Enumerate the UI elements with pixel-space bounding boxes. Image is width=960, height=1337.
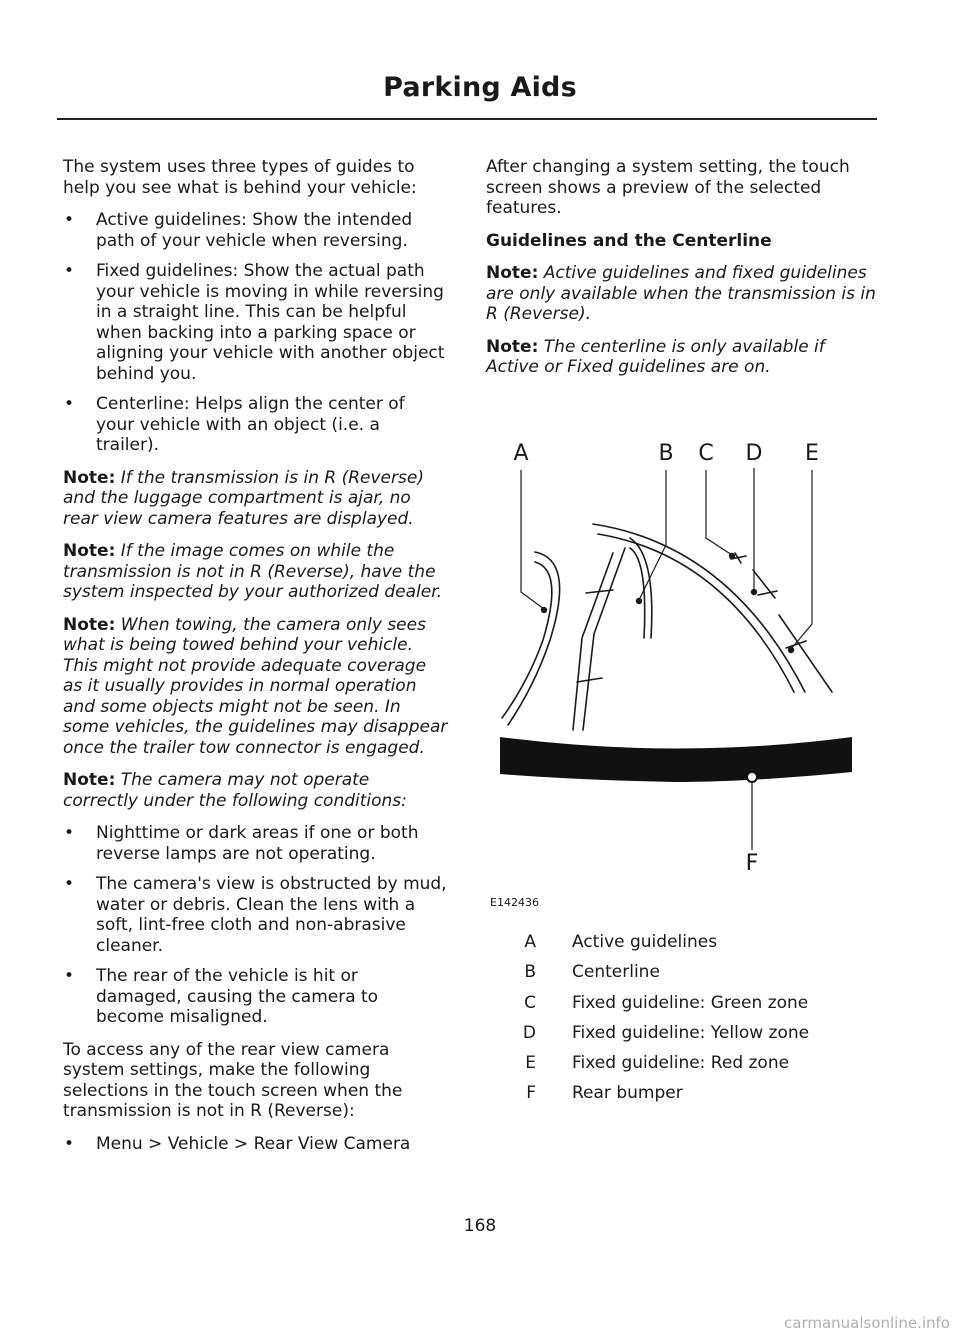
callout-dot: [729, 553, 735, 559]
note-label: Note:: [486, 336, 539, 357]
leader-e: [791, 470, 812, 649]
note-label: Note:: [63, 770, 116, 790]
note-text: If the image comes on while the transmission is not in R (Reverse), have the system inspected by your authorized dealer.: [63, 541, 443, 602]
access-paragraph: To access any of the rear view camera system settings, make the following selections in the touch screen when the transmission is not in R (Reverse):: [63, 1039, 403, 1121]
leader-c: [706, 470, 732, 555]
fixed-guideline-inner: [598, 534, 794, 692]
list-item: • Active guidelines: Show the intended path of your vehicle when reversing.: [63, 210, 448, 251]
list-item: • The camera's view is obstructed by mud, water or debris. Clean the lens with a soft, lint-free cloth and non-abrasive cleaner.: [63, 874, 448, 956]
guide-types-list: [63, 210, 448, 456]
guidelines-diagram: [480, 420, 880, 920]
list-item: • Nighttime or dark areas if one or both reverse lamps are not operating.: [63, 823, 448, 864]
callout-label: D: [745, 441, 763, 466]
note-paragraph: [63, 770, 448, 811]
right-column: [486, 157, 878, 390]
callout-dot: [751, 589, 757, 595]
yellow-zone-mark: [758, 591, 777, 595]
callout-dot: [636, 598, 642, 604]
list-item: • Menu > Vehicle > Rear View Camera: [63, 1134, 448, 1155]
callout-label: B: [658, 441, 674, 466]
conditions-list: [63, 823, 448, 1028]
leader-a: [521, 470, 544, 609]
note-text: The centerline is only available if Active or Fixed guidelines are on.: [486, 336, 825, 377]
section-heading: Guidelines and the Centerline: [486, 230, 772, 251]
intro-paragraph: The system uses three types of guides to help you see what is behind your vehicle:: [63, 157, 417, 198]
active-guideline-right-outer: [630, 538, 652, 638]
legend-row: [500, 1083, 880, 1113]
callout-label: E: [805, 441, 819, 466]
centerline-right: [583, 548, 625, 730]
red-zone-mark: [786, 641, 806, 648]
note-label: Note:: [63, 541, 116, 561]
legend-key: C: [524, 992, 536, 1013]
menu-path-list: [63, 1134, 448, 1155]
guidelines-figure: [480, 420, 880, 920]
note-text: When towing, the camera only sees what is being towed behind your vehicle. This might not provide adequate coverage as it usually provides in normal operation and some objects might not be seen. In some vehicles, the guidelines may disappear once the trailer tow connector is engaged.: [63, 614, 448, 758]
list-item: • Centerline: Helps align the center of your vehicle with an object (i.e. a trailer).: [63, 394, 448, 456]
note-text: The camera may not operate correctly under the following conditions:: [63, 770, 407, 811]
note-paragraph: [63, 468, 448, 530]
red-zone-mark: [779, 615, 832, 692]
figure-legend: [500, 932, 880, 1114]
page-title: Parking Aids: [383, 72, 577, 103]
page-number: 168: [463, 1216, 497, 1236]
note-paragraph: [486, 263, 878, 325]
legend-value: Fixed guideline: Yellow zone: [572, 1022, 810, 1043]
note-text: Active guidelines and fixed guidelines are only available when the transmission is in R (Reverse).: [486, 263, 876, 324]
active-guideline-outer: [508, 552, 560, 725]
callout-dot: [788, 647, 794, 653]
note-label: Note:: [486, 263, 539, 283]
list-item: • Fixed guidelines: Show the actual path your vehicle is moving in while reversing in a straight line. This can be helpful when backing into a parking space or aligning your vehicle with another object behind you.: [63, 261, 448, 384]
note-paragraph: [486, 337, 878, 378]
legend-value: Active guidelines: [572, 932, 718, 952]
legend-row: [500, 1053, 880, 1083]
legend-key: A: [524, 932, 536, 952]
callout-label: F: [745, 851, 759, 876]
callout-dot: [747, 772, 757, 782]
legend-value: Rear bumper: [572, 1083, 683, 1104]
legend-row: [500, 932, 880, 962]
watermark: carmanualsonline.info: [784, 1314, 950, 1332]
callout-label: A: [513, 441, 529, 466]
note-text: If the transmission is in R (Reverse) and the luggage compartment is ajar, no rear view camera features are displayed.: [63, 467, 424, 529]
header-divider: [57, 118, 877, 120]
legend-value: Fixed guideline: Red zone: [572, 1053, 790, 1074]
legend-value: Fixed guideline: Green zone: [572, 992, 809, 1013]
rear-bumper: [500, 737, 852, 782]
legend-row: [500, 1023, 880, 1053]
legend-row: [500, 993, 880, 1023]
legend-value: Centerline: [572, 962, 660, 983]
note-label: Note:: [63, 614, 116, 635]
note-paragraph: [63, 615, 448, 759]
legend-key: D: [522, 1022, 536, 1043]
callout-dot: [541, 607, 547, 613]
note-paragraph: [63, 541, 448, 603]
legend-key: E: [525, 1053, 536, 1074]
figure-code: E142436: [490, 896, 539, 909]
legend-key: F: [526, 1083, 536, 1104]
preview-paragraph: After changing a system setting, the touch screen shows a preview of the selected features.: [486, 157, 850, 218]
left-column: [63, 157, 448, 1166]
legend-key: B: [524, 962, 536, 983]
legend-row: [500, 962, 880, 992]
list-item: • The rear of the vehicle is hit or damaged, causing the camera to become misaligned.: [63, 966, 448, 1028]
note-label: Note:: [63, 467, 116, 488]
callout-label: C: [698, 441, 714, 466]
